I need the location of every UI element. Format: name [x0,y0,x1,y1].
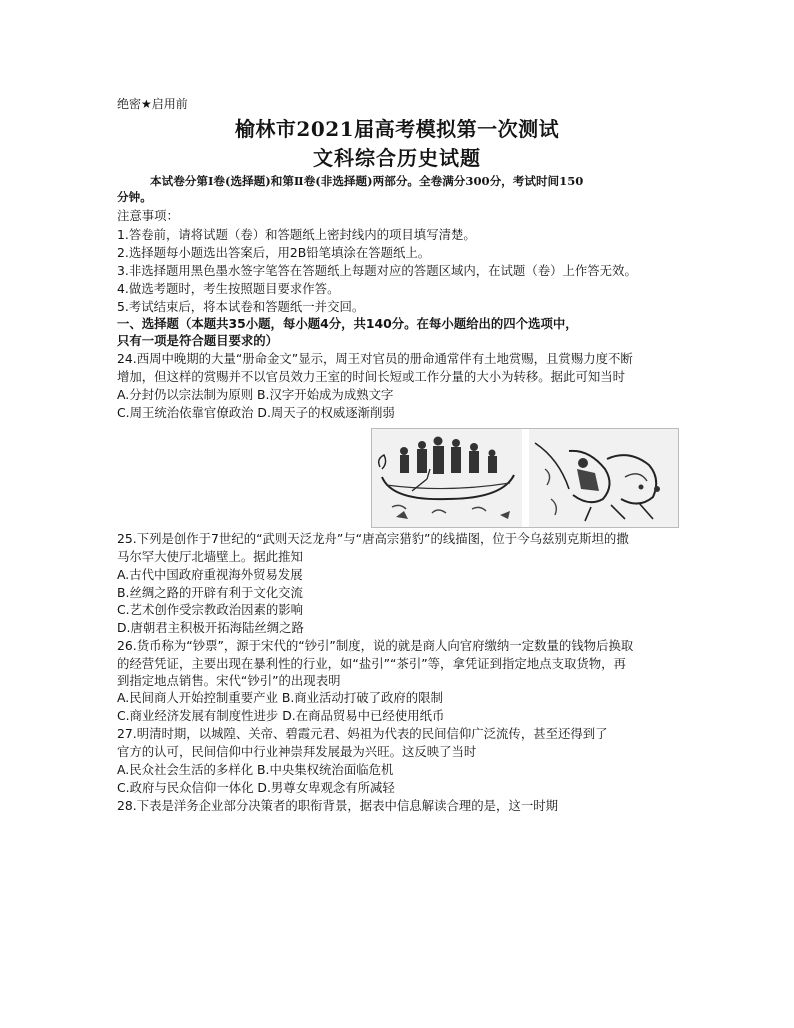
question-26-options: A.民间商人开始控制重要产业 B.商业活动打破了政府的限制 [117,690,443,705]
exam-subtitle: 文科综合历史试题 [313,146,481,170]
question-25-option-c: C.艺术创作受宗教政治因素的影响 [117,602,304,617]
question-26-stem-cont: 到指定地点销售。宋代“钞引”的出现表明 [117,673,341,688]
figure-gap [522,429,529,527]
question-24-options: A.分封仍以宗法制为原则 B.汉字开始成为成熟文字 [117,387,394,402]
question-26-stem-cont: 的经营凭证，主要出现在暴利性的行业，如“盐引”“茶引”等，拿凭证到指定地点支取货物，再 [117,656,626,671]
question-26-stem: 26.货币称为“钞票”，源于宋代的“钞引”制度，说的就是商人向官府缴纳一定数量的钱物后换取 [117,638,634,653]
note-item: 5.考试结束后，将本试卷和答题纸一并交回。 [117,299,365,314]
question-24-stem: 24.西周中晚期的大量“册命金文”显示，周王对官员的册命通常伴有土地赏赐，且赏赐力度不断 [117,351,633,366]
question-27-options: A.民众社会生活的多样化 B.中央集权统治面临危机 [117,762,394,777]
note-item: 3.非选择题用黑色墨水签字笔答在答题纸上每题对应的答题区域内，在试题（卷）上作答无效。 [117,263,637,278]
confidential-label: 绝密★启用前 [117,97,188,111]
mural-line-drawings [371,428,679,528]
question-27-options: C.政府与民众信仰一体化 D.男尊女卑观念有所减轻 [117,780,395,795]
question-24-stem-cont: 增加，但这样的赏赐并不以官员效力王室的时间长短或工作分量的大小为转移。据此可知当时 [117,369,626,384]
note-item: 4.做选考题时，考生按照题目要求作答。 [117,281,340,296]
section-heading-cont: 只有一项是符合题目要求的） [117,333,279,348]
question-28-stem: 28.下表是洋务企业部分决策者的职衔背景，据表中信息解读合理的是，这一时期 [117,798,558,813]
question-25-option-d: D.唐朝君主积极开拓海陆丝绸之路 [117,620,304,635]
notes-heading: 注意事项： [117,208,179,223]
note-item: 1.答卷前，请将试题（卷）和答题纸上密封线内的项目填写清楚。 [117,227,476,242]
question-27-stem: 27.明清时期，以城隍、关帝、碧霞元君、妈祖为代表的民间信仰广泛流传，甚至还得到了 [117,726,608,741]
question-24-options: C.周王统治依靠官僚政治 D.周天子的权威逐渐削弱 [117,405,395,420]
exam-title: 榆林市2021届高考模拟第一次测试 [234,117,560,141]
question-25-stem-cont: 马尔罕大使厅北墙壁上。据此推知 [117,549,303,564]
dragon-boat-drawing [372,429,522,527]
question-26-options: C.商业经济发展有制度性进步 D.在商品贸易中已经使用纸币 [117,708,445,723]
intro-line-2: 分钟。 [117,190,152,204]
intro-line-1: 本试卷分第Ⅰ卷(选择题)和第Ⅱ卷(非选择题)两部分。全卷满分300分，考试时间150 [150,174,584,188]
question-27-stem-cont: 官方的认可，民间信仰中行业神崇拜发展最为兴旺。这反映了当时 [117,744,477,759]
question-25-option-b: B.丝绸之路的开辟有利于文化交流 [117,585,303,600]
note-item: 2.选择题每小题选出答案后，用2B铅笔填涂在答题纸上。 [117,245,431,260]
question-25-option-a: A.古代中国政府重视海外贸易发展 [117,567,303,582]
question-25-stem: 25.下列是创作于7世纪的“武则天泛龙舟”与“唐高宗猎豹”的线描图，位于今乌兹别克斯坦的撒 [117,531,629,546]
leopard-hunt-drawing [529,429,678,527]
section-heading: 一、选择题（本题共35小题，每小题4分，共140分。在每小题给出的四个选项中， [117,316,578,331]
